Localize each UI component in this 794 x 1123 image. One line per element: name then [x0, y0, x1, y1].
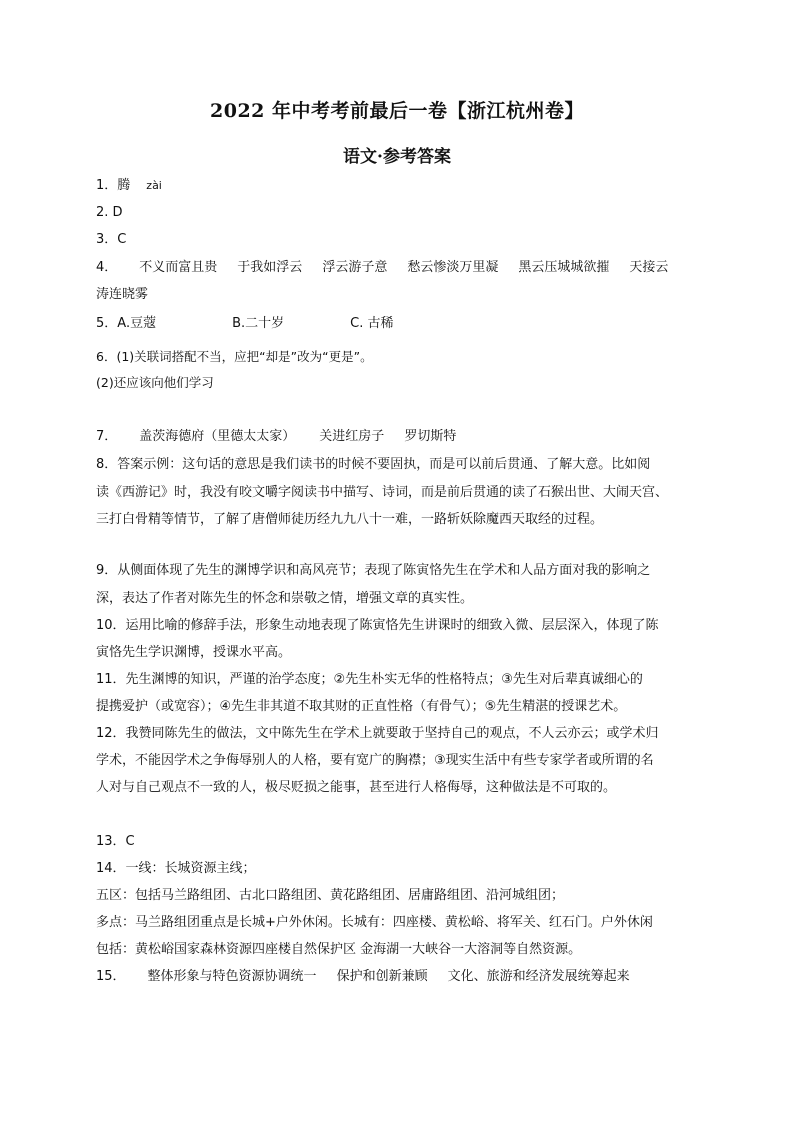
pinyin: zài	[146, 179, 162, 192]
answer-item: 关进红房子	[319, 429, 385, 444]
answer-number: 15．	[96, 969, 126, 984]
answer-4	[96, 259, 706, 277]
answer-item: 罗切斯特	[404, 429, 457, 444]
answer-5	[96, 315, 706, 333]
answer-item: A.豆蔻	[117, 316, 157, 331]
answer-item: B.二十岁	[232, 316, 285, 331]
answer-12-line: 学术，不能因学术之争侮辱别人的人格，要有宽广的胸襟；③现实生活中有些专家学者或所谓的名	[96, 753, 654, 768]
answer-8-line: 读《西游记》时，我没有咬文嚼字阅读书中描写、诗词，而是前后贯通的读了石猴出世、大闹天宫、	[96, 485, 669, 500]
answer-item: 于我如浮云	[237, 260, 303, 275]
answer-7	[96, 428, 706, 446]
answer-number: 7．	[96, 429, 118, 444]
answer-14-line: 五区：包括马兰路组团、古北口路组团、黄花路组团、居庸路组团、沿河城组团；	[96, 888, 565, 903]
answer-14-line: 14．一线：长城资源主线；	[96, 861, 256, 876]
answer-item: 盖茨海德府（里德太太家）	[139, 429, 296, 444]
answer-14-line: 包括：黄松峪国家森林资源四座楼自然保护区 金海湖一大峡谷一大溶洞等自然资源。	[96, 942, 582, 957]
answer-number: 1．	[96, 178, 118, 193]
answer-6-part-1: 6．(1)关联词搭配不当，应把“却是”改为“更是”。	[96, 349, 373, 364]
answer-item: 天接云	[629, 260, 669, 275]
answer-9-line: 深，表达了作者对陈先生的怀念和崇敬之情，增强文章的真实性。	[96, 591, 474, 606]
answer-item: 文化、旅游和经济发展统筹起来	[447, 969, 630, 984]
answer-14-line: 多点：马兰路组团重点是长城+户外休闲。长城有：四座楼、黄松峪、将军关、红石门。户外休闲	[96, 915, 653, 930]
answer-4-continued: 涛连晓雾	[96, 287, 149, 302]
answer-item: 愁云惨淡万里凝	[407, 260, 499, 275]
answer-10-line: 10．运用比喻的修辞手法，形象生动地表现了陈寅恪先生讲课时的细致入微、层层深入，体现了陈	[96, 618, 659, 633]
answer-12-line: 人对与自己观点不一致的人，极尽贬损之能事，甚至进行人格侮辱，这种做法是不可取的。	[96, 780, 617, 795]
answer-item: 浮云游子意	[322, 260, 388, 275]
answer-11-line: 11．先生渊博的知识，严谨的治学态度；②先生朴实无华的性格特点；③先生对后辈真诚细心的	[96, 672, 643, 687]
answer-6-part-2: (2)还应该向他们学习	[96, 375, 214, 390]
answer-1	[96, 177, 706, 195]
answer-9-line: 9．从侧面体现了先生的渊博学识和高风亮节；表现了陈寅恪先生在学术和人品方面对我的影响之	[96, 563, 651, 578]
page-title: 2022 年中考考前最后一卷【浙江杭州卷】	[210, 100, 584, 122]
answer-text: 腾	[117, 178, 131, 193]
answer-8-line: 8．答案示例：这句话的意思是我们读书的时候不要固执，而是可以前后贯通、了解大意。比如阅	[96, 457, 651, 472]
answer-12-line: 12．我赞同陈先生的做法，文中陈先生在学术上就要敢于坚持自己的观点，不人云亦云；或学术归	[96, 726, 659, 741]
answer-number: 5．	[96, 316, 118, 331]
answer-8-line: 三打白骨精等情节，了解了唐僧师徒历经九九八十一难，一路斩妖除魔西天取经的过程。	[96, 512, 604, 527]
answer-11-line: 提携爱护（或宽容）；④先生非其道不取其财的正直性格（有骨气）；⑤先生精湛的授课艺术。	[96, 699, 627, 714]
answer-15	[96, 968, 706, 986]
answer-number: 4．	[96, 260, 118, 275]
answer-item: C. 古稀	[350, 316, 394, 331]
answer-13: 13．C	[96, 834, 135, 849]
answer-3: 3．C	[96, 232, 127, 247]
answer-2: 2. D	[96, 205, 123, 220]
answer-item: 保护和创新兼顾	[336, 969, 428, 984]
page-subtitle: 语文·参考答案	[343, 147, 451, 167]
answer-item: 整体形象与特色资源协调统一	[147, 969, 317, 984]
answer-10-line: 寅恪先生学识渊博，授课水平高。	[96, 645, 292, 660]
answer-item: 黑云压城城欲摧	[518, 260, 610, 275]
answer-item: 不义而富且贵	[139, 260, 218, 275]
